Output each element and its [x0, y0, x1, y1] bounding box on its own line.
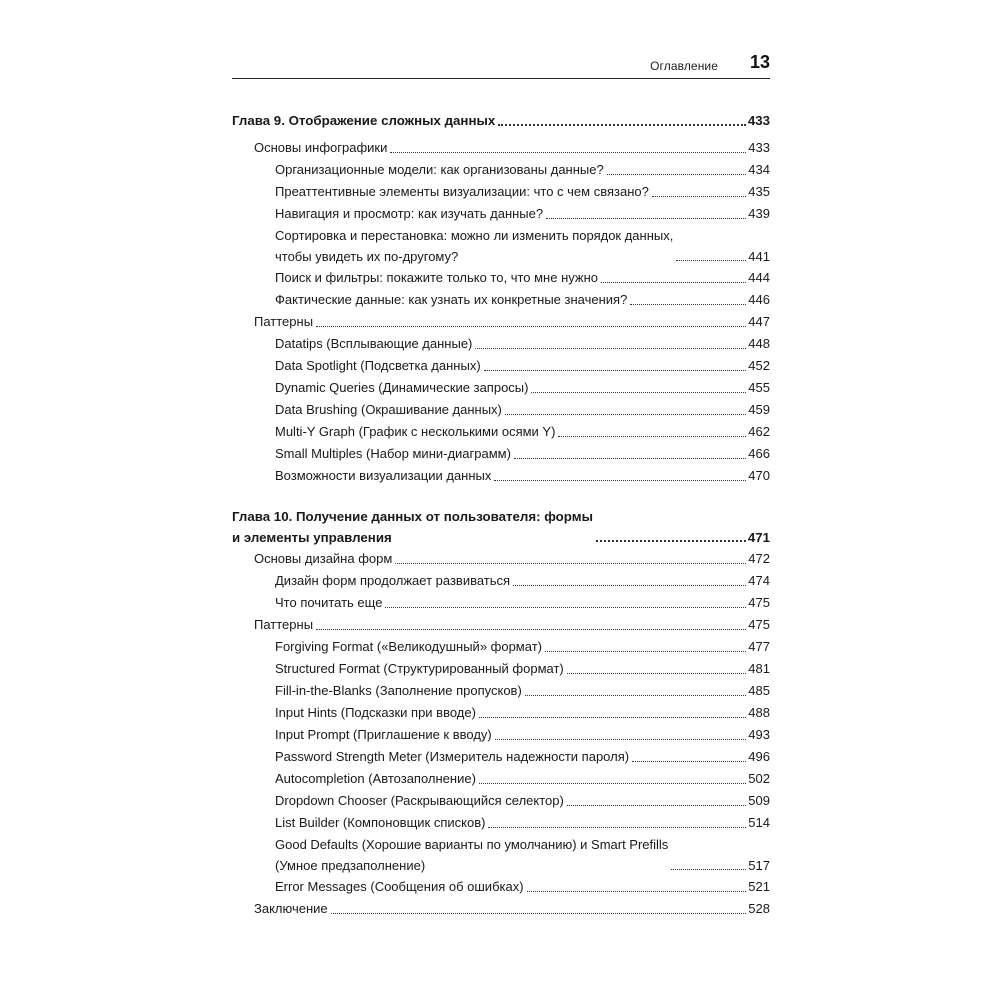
entry-title: [275, 225, 673, 267]
dot-leader: [567, 803, 746, 806]
entry-title: [275, 267, 598, 289]
entry-title: [275, 812, 485, 834]
toc-subsection-entry: [275, 812, 770, 834]
dot-leader: [652, 194, 746, 197]
dot-leader: [385, 605, 746, 608]
entry-title: [275, 465, 491, 487]
toc-subsection-entry: [275, 680, 770, 702]
entry-page-number: 434: [748, 162, 770, 177]
entry-page-number: 446: [748, 292, 770, 307]
toc-subsection-entry: [275, 768, 770, 790]
entry-title-line: List Builder (Компоновщик списков): [275, 815, 486, 830]
dot-leader: [525, 693, 747, 696]
toc-subsection-entry: [275, 443, 770, 465]
entry-page-number: 481: [748, 661, 770, 676]
entry-title: [254, 614, 313, 636]
toc-subsection-entry: [275, 876, 770, 898]
entry-page-number: 475: [748, 617, 770, 632]
entry-title-line: Fill-in-the-Blanks (Заполнение пропусков): [275, 683, 522, 698]
entry-title: [275, 399, 502, 421]
entry-title: [275, 203, 543, 225]
dot-leader: [513, 583, 746, 586]
entry-title-line: Datatips (Всплывающие данные): [275, 336, 473, 351]
running-head-section: Оглавление: [650, 59, 718, 73]
entry-title: [275, 570, 510, 592]
entry-page-number: 455: [748, 380, 770, 395]
entry-title: [254, 898, 328, 920]
entry-title: [275, 702, 476, 724]
entry-page-number: 517: [748, 858, 770, 873]
entry-page-number: 447: [748, 314, 770, 329]
toc-subsection-entry: [275, 289, 770, 311]
entry-page-number: 493: [748, 727, 770, 742]
toc-section-entry: [254, 311, 770, 333]
chapter-heading: [232, 110, 770, 132]
entry-page-number: 485: [748, 683, 770, 698]
entry-title: [275, 768, 476, 790]
entry-title: [275, 355, 481, 377]
dot-leader: [545, 649, 746, 652]
chapter-section: [232, 110, 770, 487]
entry-page-number: 439: [748, 206, 770, 221]
toc-subsection-entry: [275, 592, 770, 614]
entry-title: [275, 181, 649, 203]
toc-subsection-entry: [275, 790, 770, 812]
toc-subsection-entry: [275, 159, 770, 181]
toc-subsection-entry: [275, 181, 770, 203]
toc-subsection-entry: [275, 702, 770, 724]
entry-page-number: 472: [748, 551, 770, 566]
entry-page-number: 448: [748, 336, 770, 351]
entry-title-line: и элементы управления: [232, 530, 392, 545]
chapter-heading: [232, 506, 770, 548]
entry-title: [275, 680, 522, 702]
toc-subsection-entry: [275, 658, 770, 680]
toc-subsection-entry: [275, 724, 770, 746]
entry-title-line: Возможности визуализации данных: [275, 468, 492, 483]
toc-section-entry: [254, 614, 770, 636]
dot-leader: [567, 671, 747, 674]
entry-title-line: Data Spotlight (Подсветка данных): [275, 358, 481, 373]
toc-subsection-entry: [275, 421, 770, 443]
entry-title-line: Autocompletion (Автозаполнение): [275, 771, 476, 786]
entry-title: [232, 110, 495, 132]
entry-title-line: Dropdown Chooser (Раскрывающийся селектор): [275, 793, 564, 808]
entry-title-line: Навигация и просмотр: как изучать данные?: [275, 206, 544, 221]
entry-page-number: 459: [748, 402, 770, 417]
toc-section-entry: [254, 898, 770, 920]
dot-leader: [390, 150, 746, 153]
dot-leader: [488, 825, 746, 828]
entry-title: [275, 834, 668, 876]
entry-title: [275, 636, 542, 658]
dot-leader: [494, 478, 746, 481]
entry-title-line: Глава 9. Отображение сложных данных: [232, 113, 496, 128]
entry-title: [254, 548, 392, 570]
entry-title-line: Основы дизайна форм: [254, 551, 393, 566]
dot-leader: [601, 280, 746, 283]
toc-subsection-entry: [275, 267, 770, 289]
dot-leader: [395, 561, 746, 564]
toc-subsection-entry: [275, 203, 770, 225]
entry-title: [254, 311, 313, 333]
chapter-section: [232, 506, 770, 920]
dot-leader: [531, 390, 746, 393]
entry-title: [275, 746, 629, 768]
dot-leader: [479, 781, 746, 784]
table-of-contents: [232, 110, 770, 939]
entry-page-number: 466: [748, 446, 770, 461]
entry-title-line: (Умное предзаполнение): [275, 858, 426, 873]
entry-page-number: 471: [747, 530, 770, 545]
entry-page-number: 441: [748, 249, 770, 264]
entry-page-number: 433: [748, 140, 770, 155]
toc-subsection-entry: [275, 225, 770, 267]
entry-title-line: Что почитать еще: [275, 595, 383, 610]
entry-page-number: 488: [748, 705, 770, 720]
entry-page-number: 477: [748, 639, 770, 654]
dot-leader: [316, 627, 746, 630]
dot-leader: [546, 216, 746, 219]
entry-page-number: 462: [748, 424, 770, 439]
dot-leader: [527, 889, 747, 892]
entry-title: [275, 724, 492, 746]
entry-title: [275, 289, 627, 311]
dot-leader: [316, 324, 746, 327]
entry-title-line: Дизайн форм продолжает развиваться: [275, 573, 511, 588]
entry-page-number: 528: [748, 901, 770, 916]
dot-leader: [331, 911, 747, 914]
dot-leader: [632, 759, 746, 762]
entry-page-number: 514: [748, 815, 770, 830]
dot-leader: [498, 122, 746, 126]
dot-leader: [596, 538, 746, 542]
entry-title-line: Основы инфографики: [254, 140, 388, 155]
entry-page-number: 452: [748, 358, 770, 373]
entry-page-number: 444: [748, 270, 770, 285]
entry-title-line: Преаттентивные элементы визуализации: что с чем связано?: [275, 184, 649, 199]
entry-title-line: Multi-Y Graph (График с несколькими осями Y): [275, 424, 556, 439]
entry-title: [275, 658, 564, 680]
entry-title: [275, 421, 555, 443]
dot-leader: [484, 368, 747, 371]
entry-page-number: 435: [748, 184, 770, 199]
toc-subsection-entry: [275, 570, 770, 592]
entry-page-number: 496: [748, 749, 770, 764]
entry-title-line: Организационные модели: как организованы данные?: [275, 162, 604, 177]
entry-page-number: 470: [748, 468, 770, 483]
toc-subsection-entry: [275, 746, 770, 768]
dot-leader: [671, 867, 746, 870]
toc-subsection-entry: [275, 636, 770, 658]
entry-page-number: 474: [748, 573, 770, 588]
entry-title: [275, 333, 472, 355]
entry-title: [275, 443, 511, 465]
entry-title: [275, 790, 564, 812]
running-head: [232, 50, 770, 79]
entry-title-line: Заключение: [254, 901, 328, 916]
dot-leader: [505, 412, 746, 415]
dot-leader: [607, 172, 747, 175]
entry-title-line: Forgiving Format («Великодушный» формат): [275, 639, 542, 654]
dot-leader: [676, 258, 746, 261]
toc-section-entry: [254, 548, 770, 570]
entry-title-line: Input Hints (Подсказки при вводе): [275, 705, 476, 720]
entry-page-number: 502: [748, 771, 770, 786]
dot-leader: [495, 737, 747, 740]
toc-subsection-entry: [275, 465, 770, 487]
entry-title-line: Поиск и фильтры: покажите только то, что мне нужно: [275, 270, 599, 285]
entry-title-line: Data Brushing (Окрашивание данных): [275, 402, 502, 417]
dot-leader: [558, 434, 746, 437]
dot-leader: [475, 346, 746, 349]
entry-title: [232, 506, 593, 548]
entry-title-line: Structured Format (Структурированный формат): [275, 661, 564, 676]
entry-title: [275, 377, 528, 399]
entry-title: [275, 876, 524, 898]
dot-leader: [514, 456, 746, 459]
page-number: 13: [749, 52, 770, 72]
toc-subsection-entry: [275, 333, 770, 355]
toc-subsection-entry: [275, 399, 770, 421]
toc-subsection-entry: [275, 834, 770, 876]
entry-title-line: Фактические данные: как узнать их конкретные значения?: [275, 292, 628, 307]
toc-subsection-entry: [275, 377, 770, 399]
entry-title-line: Паттерны: [254, 314, 314, 329]
entry-title: [275, 592, 382, 614]
entry-title-line: Dynamic Queries (Динамические запросы): [275, 380, 529, 395]
dot-leader: [630, 302, 746, 305]
entry-title: [275, 159, 604, 181]
entry-title-line: Глава 10. Получение данных от пользователя: формы: [232, 509, 593, 524]
entry-page-number: 475: [748, 595, 770, 610]
entry-title-line: Input Prompt (Приглашение к вводу): [275, 727, 492, 742]
toc-subsection-entry: [275, 355, 770, 377]
entry-page-number: 509: [748, 793, 770, 808]
entry-page-number: 433: [747, 113, 770, 128]
entry-title: [254, 137, 387, 159]
entry-title-line: Сортировка и перестановка: можно ли изменить порядок данных,: [275, 228, 674, 243]
entry-page-number: 521: [748, 879, 770, 894]
toc-section-entry: [254, 137, 770, 159]
entry-title-line: Password Strength Meter (Измеритель надежности пароля): [275, 749, 630, 764]
entry-title-line: Small Multiples (Набор мини-диаграмм): [275, 446, 511, 461]
entry-title-line: Error Messages (Сообщения об ошибках): [275, 879, 524, 894]
entry-title-line: Паттерны: [254, 617, 314, 632]
entry-title-line: чтобы увидеть их по-другому?: [275, 249, 459, 264]
dot-leader: [479, 715, 746, 718]
entry-title-line: Good Defaults (Хорошие варианты по умолчанию) и Smart Prefills: [275, 837, 669, 852]
